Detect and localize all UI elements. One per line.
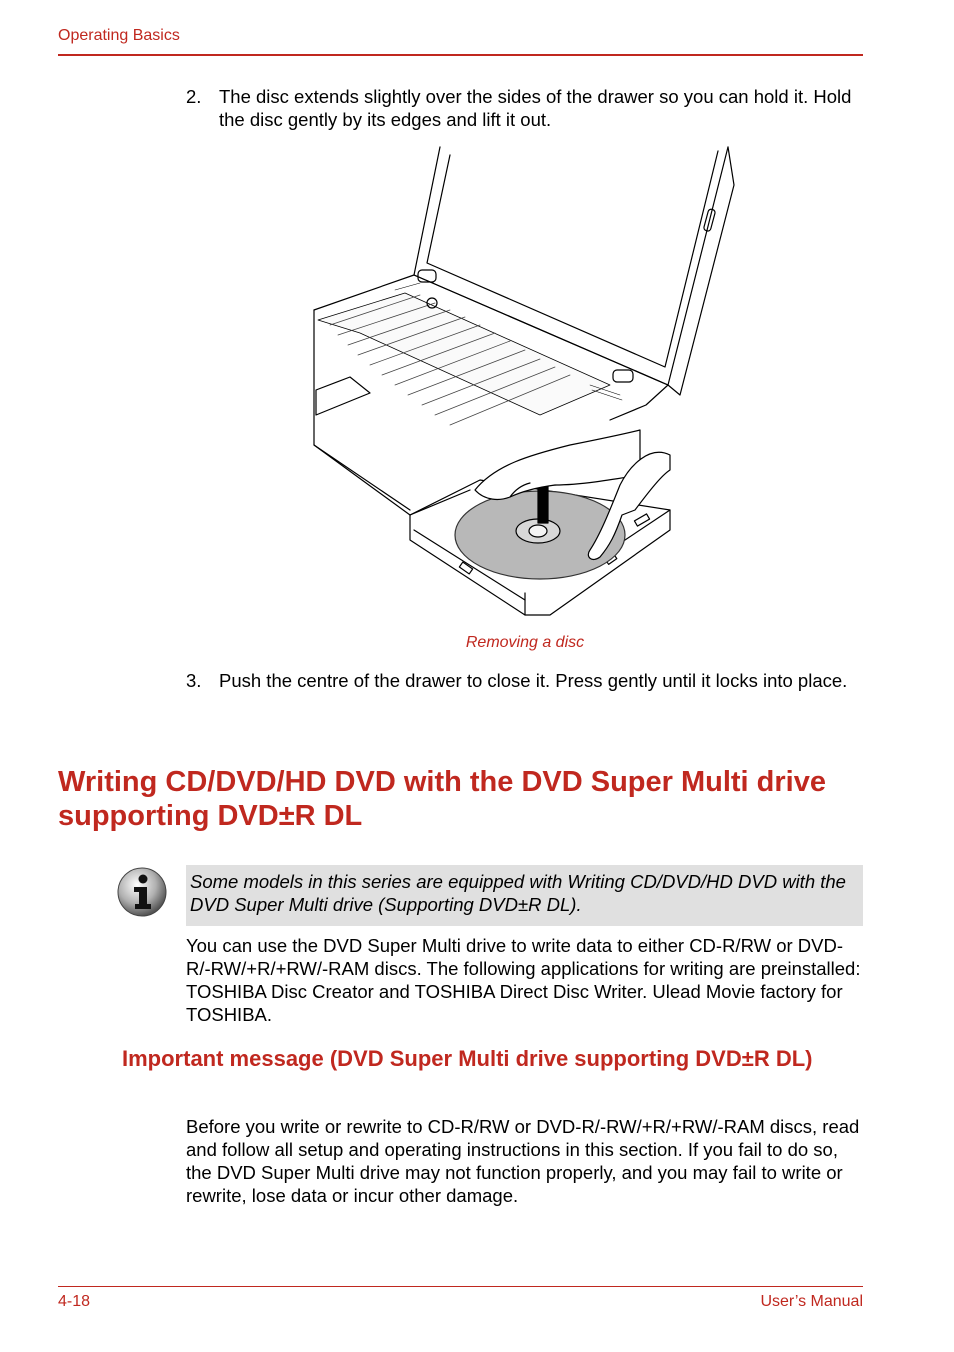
- note-text: Some models in this series are equipped with Writing CD/DVD/HD DVD with the DVD Super Multi drive (Supporting DVD±R DL).: [190, 871, 846, 915]
- step-text: Push the centre of the drawer to close it. Press gently until it locks into place.: [219, 670, 848, 691]
- removing-disc-illustration: [310, 145, 735, 625]
- info-icon: [116, 866, 168, 918]
- step-number: 2.: [186, 86, 202, 107]
- step-number: 3.: [186, 670, 202, 691]
- page-number: 4-18: [58, 1293, 91, 1310]
- important-paragraph: Before you write or rewrite to CD-R/RW or DVD-R/-RW/+R/+RW/-RAM discs, read and follow all setup and operating instructions in this section. If you fail to do so, the DVD Super Multi drive may not function properly, and you may fail to write or rewrite, lose data or incur other damage.: [186, 1116, 860, 1206]
- step-text: The disc extends slightly over the sides of the drawer so you can hold it. Hold the disc gently by its edges and lift it out.: [219, 86, 852, 130]
- subsection-heading: Important message (DVD Super Multi drive supporting DVD±R DL): [122, 1046, 813, 1071]
- footer-title: User’s Manual: [760, 1293, 863, 1310]
- section-heading: Writing CD/DVD/HD DVD with the DVD Super Multi drive supporting DVD±R DL: [58, 766, 826, 832]
- running-header: Operating Basics: [58, 27, 180, 44]
- header-rule: [58, 54, 863, 56]
- intro-paragraph: You can use the DVD Super Multi drive to write data to either CD-R/RW or DVD-R/-RW/+R/+RW/-RAM discs. The following applications for writing are preinstalled: TOSHIBA Disc Creator and TOSHIBA Direct Disc Writer. Ulead Movie factory for TOSHIBA.: [186, 935, 861, 1025]
- footer-rule: [58, 1286, 863, 1287]
- figure-caption: Removing a disc: [465, 634, 585, 651]
